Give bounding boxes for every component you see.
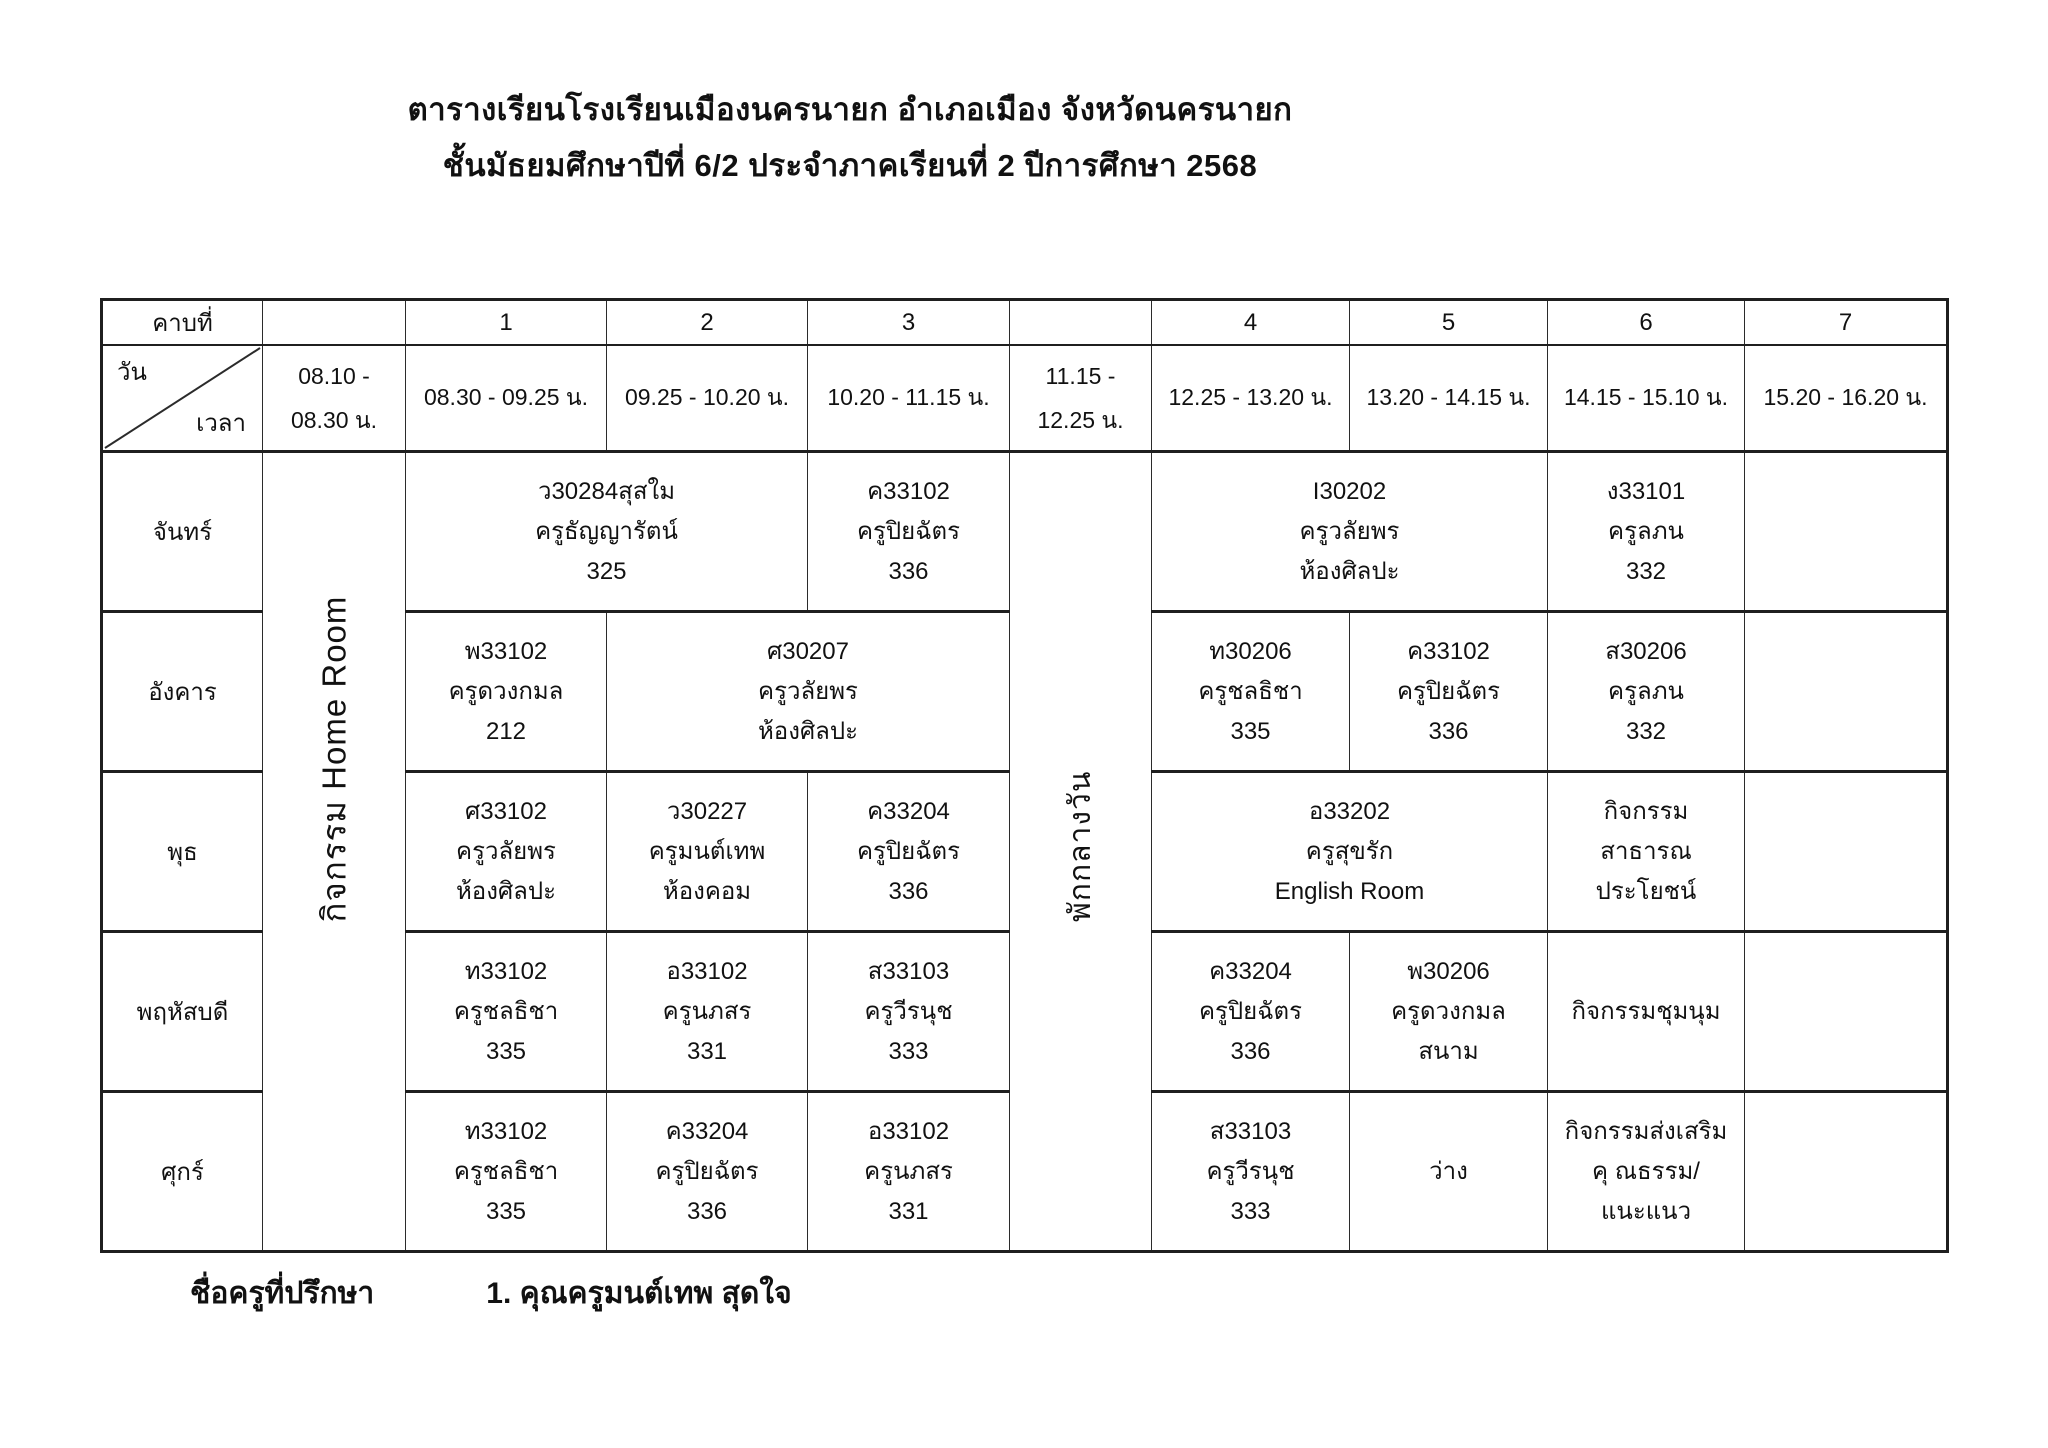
cell-tuesday-p6: ส30206 ครูลภน 332 [1548,612,1745,772]
cell-thursday-p6: กิจกรรมชุมนุม [1548,932,1745,1092]
advisor-name: 1. คุณครูมนต์เทพ สุดใจ [486,1277,792,1310]
cell-friday-p7 [1745,1092,1948,1252]
time-period-1: 08.30 - 09.25 น. [406,345,607,452]
cell-thursday-p4: ค33204 ครูปิยฉัตร 336 [1152,932,1350,1092]
cell-wednesday-p1: ศ33102 ครูวลัยพร ห้องศิลปะ [406,772,607,932]
title-school-line: ตารางเรียนโรงเรียนเมืองนครนายก อำเภอเมือง จังหวัดนครนายก [407,92,1293,127]
cell-monday-p1-p2: ว30284สุสใม ครูธัญญารัตน์ 325 [406,452,808,612]
cell-thursday-p5: พ30206 ครูดวงกมล สนาม [1350,932,1548,1092]
cell-tuesday-p2-p3: ศ30207 ครูวลัยพร ห้องศิลปะ [607,612,1010,772]
period-header-2: 2 [607,300,808,346]
cell-friday-p2: ค33204 ครูปิยฉัตร 336 [607,1092,808,1252]
period-header-5: 5 [1350,300,1548,346]
cell-thursday-p7 [1745,932,1948,1092]
cell-wednesday-p4-p5: อ33202 ครูสุขรัก English Room [1152,772,1548,932]
cell-wednesday-p3: ค33204 ครูปิยฉัตร 336 [808,772,1010,932]
period-header-blank-homeroom [263,300,406,346]
advisor-label: ชื่อครูที่ปรึกษา [190,1277,375,1310]
cell-tuesday-p1: พ33102 ครูดวงกมล 212 [406,612,607,772]
day-label-friday: ศุกร์ [102,1092,263,1252]
period-header-row [102,300,1948,346]
day-time-corner-cell [102,345,263,452]
corner-day-label: วัน [117,359,147,386]
cell-monday-p6: ง33101 ครูลภน 332 [1548,452,1745,612]
homeroom-column [263,452,406,1252]
cell-thursday-p2: อ33102 ครูนภสร 331 [607,932,808,1092]
period-header-7: 7 [1745,300,1948,346]
cell-wednesday-p2: ว30227 ครูมนต์เทพ ห้องคอม [607,772,808,932]
period-header-4: 4 [1152,300,1350,346]
day-label-tuesday: อังคาร [102,612,263,772]
day-label-wednesday: พุธ [102,772,263,932]
time-period-3: 10.20 - 11.15 น. [808,345,1010,452]
cell-monday-p7 [1745,452,1948,612]
period-header-1: 1 [406,300,607,346]
time-lunch: 11.15 - 12.25 น. [1010,345,1152,452]
lunch-label: พักกลางวัน [1064,770,1097,922]
time-period-2: 09.25 - 10.20 น. [607,345,808,452]
cell-wednesday-p7 [1745,772,1948,932]
cell-friday-p4: ส33103 ครูวีรนุช 333 [1152,1092,1350,1252]
title-class-line: ชั้นมัธยมศึกษาปีที่ 6/2 ประจำภาคเรียนที่ 2 ปีการศึกษา 2568 [442,148,1258,183]
time-homeroom: 08.10 - 08.30 น. [263,345,406,452]
cell-thursday-p3: ส33103 ครูวีรนุช 333 [808,932,1010,1092]
time-period-5: 13.20 - 14.15 น. [1350,345,1548,452]
cell-friday-p5: ว่าง [1350,1092,1548,1252]
period-header-3: 3 [808,300,1010,346]
row-monday [102,452,1948,612]
cell-tuesday-p4: ท30206 ครูชลธิชา 335 [1152,612,1350,772]
homeroom-label: กิจกรรม Home Room [315,595,353,923]
period-header-6: 6 [1548,300,1745,346]
cell-monday-p3: ค33102 ครูปิยฉัตร 336 [808,452,1010,612]
cell-monday-p4-p5: I30202 ครูวลัยพร ห้องศิลปะ [1152,452,1548,612]
time-period-7: 15.20 - 16.20 น. [1745,345,1948,452]
corner-time-label: เวลา [196,410,246,437]
day-label-thursday: พฤหัสบดี [102,932,263,1092]
time-row [102,345,1948,452]
cell-friday-p3: อ33102 ครูนภสร 331 [808,1092,1010,1252]
period-header-blank-lunch [1010,300,1152,346]
cell-tuesday-p7 [1745,612,1948,772]
cell-tuesday-p5: ค33102 ครูปิยฉัตร 336 [1350,612,1548,772]
day-label-monday: จันทร์ [102,452,263,612]
period-header-label: คาบที่ [102,300,263,346]
cell-thursday-p1: ท33102 ครูชลธิชา 335 [406,932,607,1092]
page-title [0,92,1700,184]
cell-wednesday-p6: กิจกรรม สาธารณ ประโยชน์ [1548,772,1745,932]
timetable [100,298,1949,1253]
cell-friday-p6: กิจกรรมส่งเสริม คุ ณธรรม/ แนะแนว [1548,1092,1745,1252]
time-period-6: 14.15 - 15.10 น. [1548,345,1745,452]
lunch-column [1010,452,1152,1252]
time-period-4: 12.25 - 13.20 น. [1152,345,1350,452]
cell-friday-p1: ท33102 ครูชลธิชา 335 [406,1092,607,1252]
advisor-footer [190,1270,792,1317]
